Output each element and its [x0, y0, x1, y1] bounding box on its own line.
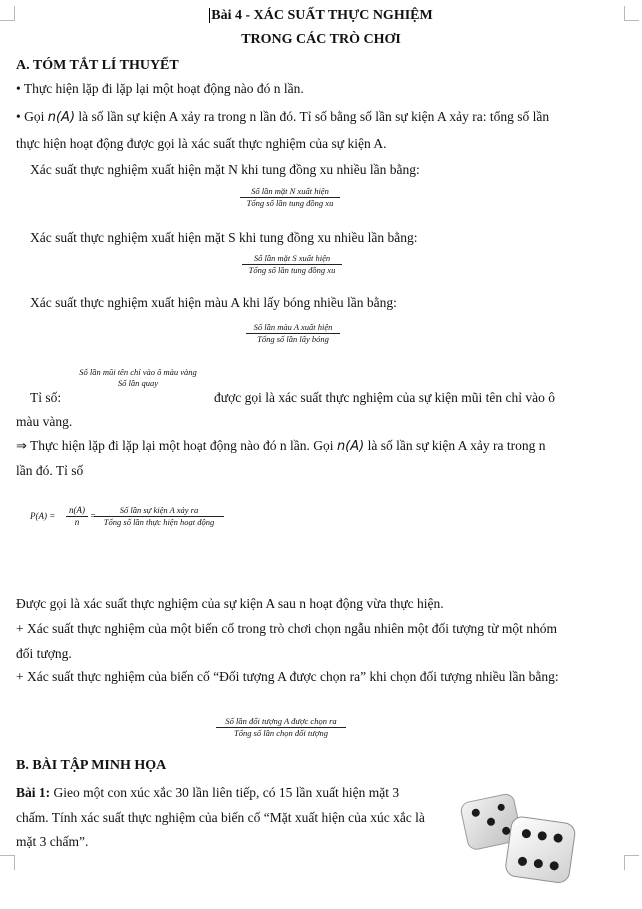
arrow-line [16, 437, 546, 455]
section-b-heading: B. BÀI TẬP MINH HỌA [16, 758, 167, 773]
bullet-icon: • [16, 109, 21, 124]
ratio-denominator: Số lần quay [117, 378, 159, 388]
formula-fraction-1 [66, 505, 88, 528]
bullet-1-text: Thực hiện lặp đi lặp lại một hoạt động nào đó n lần. [23, 81, 304, 96]
ratio-continuation: màu vàng. [16, 414, 73, 429]
exercise-1-line-2: chấm. Tính xác suất thực nghiệm của biến cố “Mặt xuất hiện của xúc xắc là [16, 810, 425, 825]
ratio-label: Tỉ số: [30, 390, 62, 405]
lesson-subtitle: TRONG CÁC TRÒ CHƠI [241, 32, 401, 47]
bullet-2-continuation: thực hiện hoạt động được gọi là xác suất thực nghiệm của sự kiện A. [16, 136, 387, 151]
coin-n-numerator: Số lần mặt N xuất hiện [251, 186, 329, 196]
plus-item-1-continuation: đối tượng. [16, 646, 72, 661]
coin-s-numerator: Số lần mặt S xuất hiện [253, 253, 331, 263]
coin-n-text: Xác suất thực nghiệm xuất hiện mặt N khi tung đồng xu nhiều lần bằng: [30, 162, 420, 177]
exercise-1-line-1 [16, 784, 399, 801]
section-a-heading: A. TÓM TẮT LÍ THUYẾT [16, 58, 179, 73]
ball-denominator: Tổng số lần lấy bóng [246, 333, 340, 345]
coin-s-fraction [242, 253, 342, 276]
object-fraction [216, 716, 346, 739]
ball-text: Xác suất thực nghiệm xuất hiện màu A khi lấy bóng nhiều lần bằng: [30, 295, 397, 310]
exercise-1-label: Bài 1: [16, 785, 51, 800]
lesson-title-line1: Bài 4 - XÁC SUẤT THỰC NGHIỆM [211, 8, 433, 23]
lesson-title [0, 8, 642, 24]
coin-s-denominator: Tổng số lần tung đồng xu [242, 264, 342, 276]
ratio-text: được gọi là xác suất thực nghiệm của sự kiện mũi tên chỉ vào ô [214, 390, 556, 405]
arrow-text-post: là số lần sự kiện A xảy ra trong n [364, 438, 546, 453]
dice-front [504, 816, 576, 884]
bullet-icon: • [16, 81, 21, 96]
formula-fraction-2-den: Tổng số lần thực hiện hoạt động [94, 516, 224, 528]
bullet-2 [16, 108, 549, 126]
coin-n-fraction [240, 186, 340, 209]
exercise-1-line-3: mặt 3 chấm”. [16, 834, 89, 849]
formula-fraction-1-den: n [66, 516, 88, 528]
arrow-text-pre: Thực hiện lặp đi lặp lại một hoạt động nào đó n lần. Gọi [30, 438, 337, 453]
formula-fraction-2-num: Số lần sự kiện A xảy ra [119, 505, 199, 515]
page-corner-bottom-right [624, 855, 639, 870]
right-arrow-icon: ⇒ [16, 439, 27, 454]
bullet-2-pre: Gọi [24, 109, 48, 124]
dice-icon [454, 792, 582, 888]
ball-numerator: Số lần màu A xuất hiện [253, 322, 333, 332]
coin-n-denominator: Tổng số lần tung đồng xu [240, 197, 340, 209]
exercise-1-text: Gieo một con xúc xắc 30 lần liên tiếp, có 15 lần xuất hiện mặt 3 [50, 785, 400, 800]
ball-fraction [246, 322, 340, 345]
bullet-2-post: là số lần sự kiện A xảy ra trong n lần đó. Tỉ số bằng số lần sự kiện A xảy ra: tổng số lần [75, 109, 550, 124]
object-numerator: Số lần đối tượng A được chọn ra [225, 716, 337, 726]
arrow-na: n(A) [336, 439, 365, 454]
probability-definition: Được gọi là xác suất thực nghiệm của sự kiện A sau n hoạt động vừa thực hiện. [16, 596, 444, 611]
ratio-fraction [68, 367, 208, 389]
ratio-numerator: Số lần mũi tên chỉ vào ô màu vàng [79, 367, 197, 377]
plus-item-1: + Xác suất thực nghiệm của một biến cố trong trò chơi chọn ngẫu nhiên một đối tượng từ một nhóm [16, 621, 557, 636]
formula-fraction-1-num: n(A) [69, 505, 85, 515]
formula-lhs: P(A) = [30, 511, 56, 521]
arrow-continuation: lần đó. Tỉ số [16, 463, 84, 478]
bullet-2-na: n(A) [47, 110, 76, 125]
formula-fraction-2 [94, 505, 224, 528]
formula-equals: = [90, 511, 97, 521]
page-corner-bottom-left [0, 855, 15, 870]
plus-item-2: + Xác suất thực nghiệm của biến cố “Đối tượng A được chọn ra” khi chọn đối tượng nhiều lần bằng: [16, 669, 559, 684]
object-denominator: Tổng số lần chọn đối tượng [216, 727, 346, 739]
coin-s-text: Xác suất thực nghiệm xuất hiện mặt S khi tung đồng xu nhiều lần bằng: [30, 230, 418, 245]
bullet-1 [16, 80, 304, 97]
